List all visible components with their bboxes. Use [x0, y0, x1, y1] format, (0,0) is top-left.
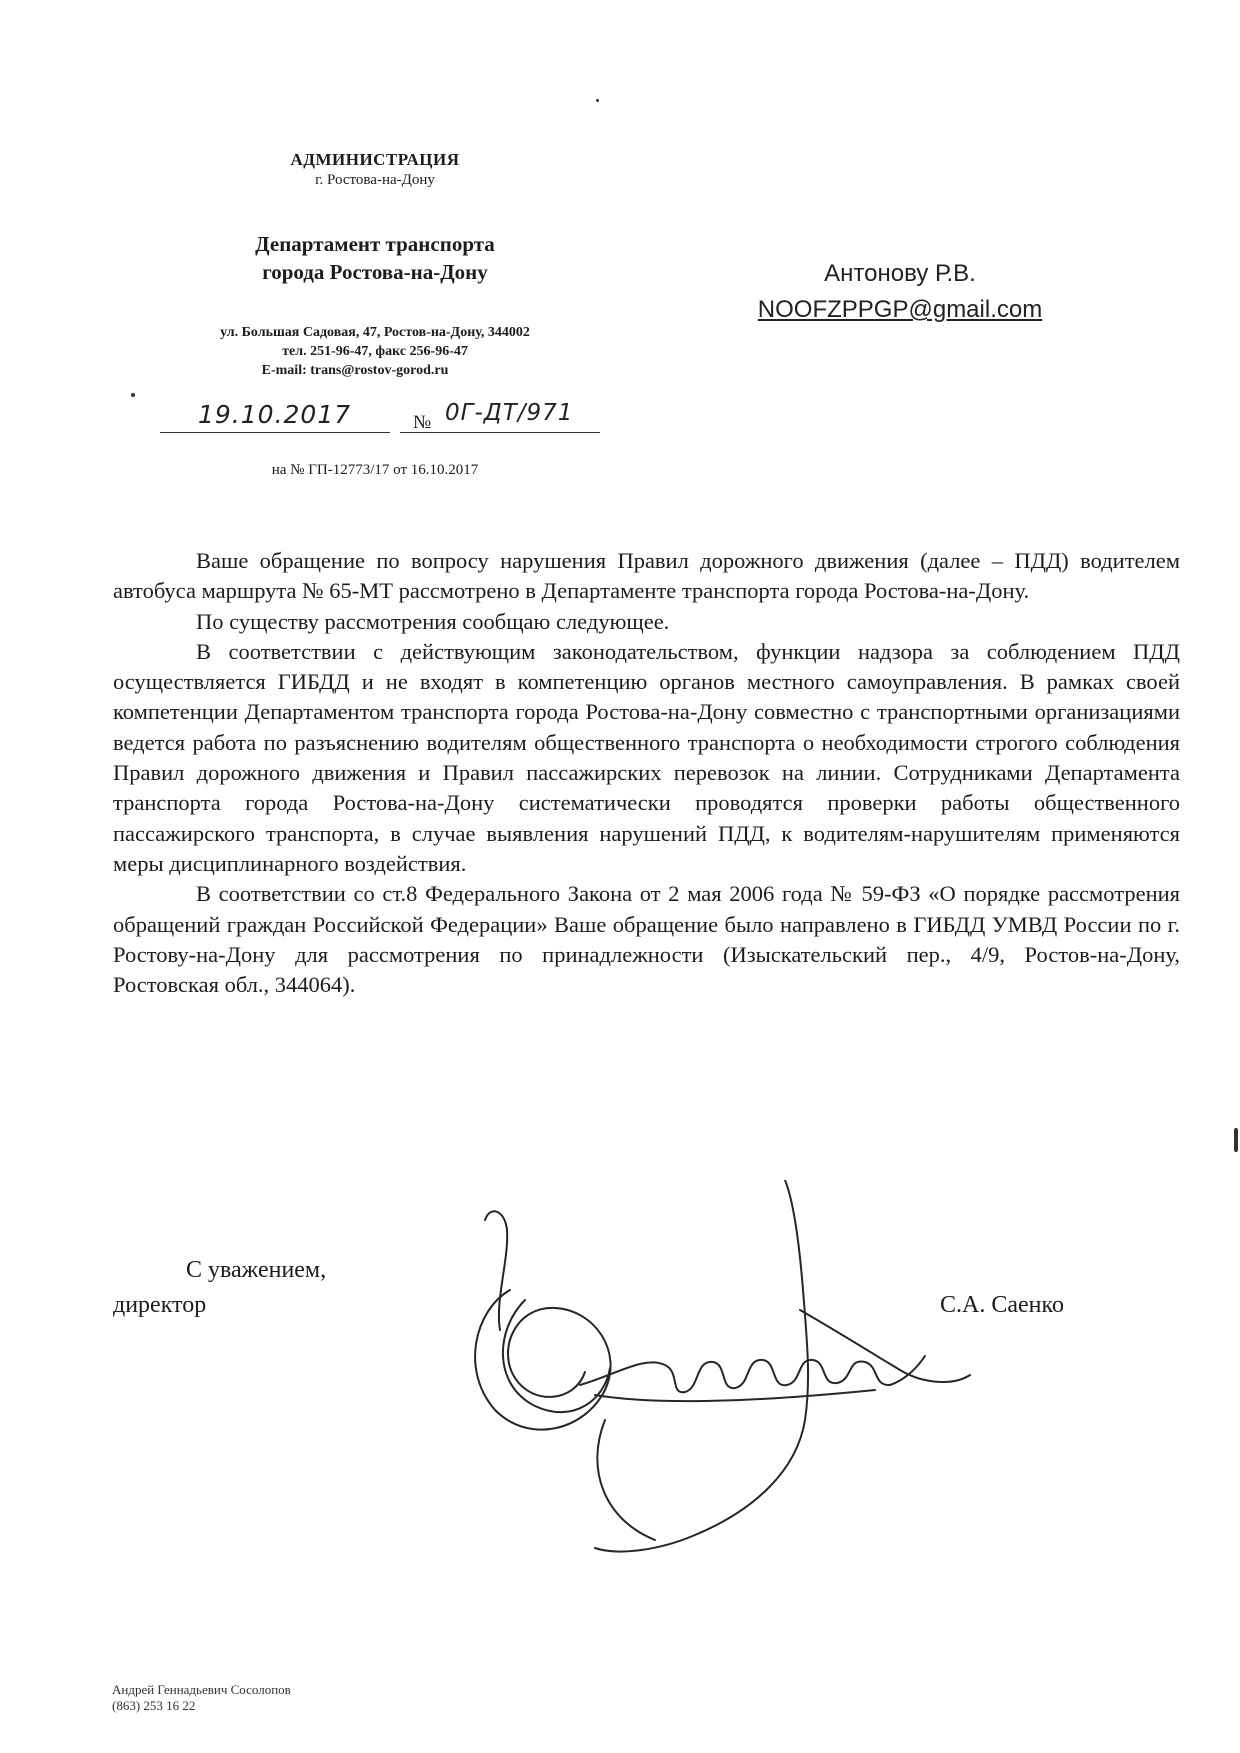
org-address: ул. Большая Садовая, 47, Ростов-на-Дону, 344002	[220, 325, 530, 340]
signatory-name: С.А. Саенко	[940, 1292, 1064, 1318]
registration-line	[160, 400, 600, 440]
letter-body	[113, 546, 1180, 1000]
letterhead	[150, 150, 600, 189]
body-paragraph-4: В соответствии со ст.8 Федерального Закона от 2 мая 2006 года № 59-ФЗ «О порядке рассмотрения обращений граждан Российской Федерации» Ваше обращение было направлено в ГИБДД УМВД России по г. Ростову-на-Дону для рассмотрения по принадлежности (Изыскательский пер., 4/9, Ростов-на-Дону, Ростовская обл., 344064).	[113, 881, 1180, 998]
org-city: г. Ростова-на-Дону	[315, 172, 435, 188]
org-phone: тел. 251-96-47, факс 256-96-47	[282, 344, 468, 359]
contact-block	[150, 323, 600, 380]
department-block	[150, 230, 600, 286]
body-paragraph-3: В соответствии с действующим законодательством, функции надзора за соблюдением ПДД осуществляется ГИБДД и не входят в компетенцию органов местного самоуправления. В рамках своей компетенции Департаментом транспорта города Ростова-на-Дону совместно с транспортными организациями ведется работа по разъяснению водителям общественного транспорта о необходимости строгого соблюдения Правил дорожного движения и Правил пассажирских перевозок на линии. Сотрудниками Департамента транспорта города Ростова-на-Дону систематически проводятся проверки работы общественного пассажирского транспорта, в случае выявления нарушений ПДД, к водителям-нарушителям применяются меры дисциплинарного воздействия.	[113, 638, 1180, 876]
date-rule	[160, 432, 390, 433]
registration-date: 19.10.2017	[198, 400, 352, 429]
org-email: E-mail: trans@rostov-gorod.ru	[261, 363, 449, 378]
body-paragraph-1: Ваше обращение по вопросу нарушения Правил дорожного движения (далее – ПДД) водителем автобуса маршрута № 65-МТ рассмотрено в Департаменте транспорта города Ростова-на-Дону.	[113, 548, 1180, 604]
addressee-email: NOOFZPPGP@gmail.com	[757, 296, 1043, 323]
body-paragraph-2: По существу рассмотрения сообщаю следующее.	[196, 608, 670, 634]
footer-contact	[112, 1682, 412, 1714]
org-name: АДМИНИСТРАЦИЯ	[290, 150, 460, 169]
signature	[455, 1180, 975, 1560]
registration-number: 0Г-ДТ/971	[445, 400, 574, 426]
closing-regards: С уважением,	[186, 1257, 327, 1283]
addressee-name: Антонову Р.В.	[824, 260, 976, 287]
closing-block	[113, 1253, 413, 1323]
addressee-block	[700, 256, 1100, 328]
contact-name: Андрей Геннадьевич Сосолопов	[112, 1682, 291, 1697]
scan-speck	[596, 99, 599, 102]
department-line2: города Ростова-на-Дону	[262, 260, 488, 284]
department-line1: Департамент транспорта	[255, 232, 495, 256]
reference-line: на № ГП-12773/17 от 16.10.2017	[271, 462, 479, 478]
registration-number-label: №	[413, 412, 432, 433]
closing-position: директор	[113, 1292, 207, 1318]
scan-speck	[1234, 1128, 1238, 1152]
contact-phone: (863) 253 16 22	[112, 1698, 196, 1713]
scan-speck	[131, 393, 135, 397]
